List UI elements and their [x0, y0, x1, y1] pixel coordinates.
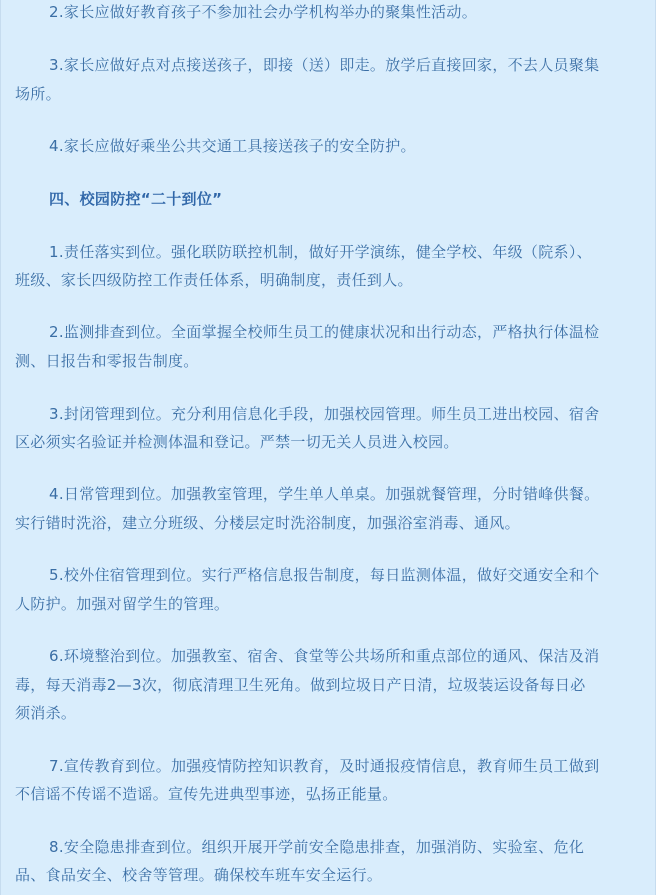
- paragraph-line: 4.家长应做好乘坐公共交通工具接送孩子的安全防护。: [49, 137, 416, 155]
- paragraph-line: 3.封闭管理到位。充分利用信息化手段，加强校园管理。师生员工进出校园、宿舍: [49, 405, 600, 423]
- paragraph-line: 须消杀。: [15, 704, 77, 722]
- paragraph-line: 人防护。加强对留学生的管理。: [15, 595, 230, 613]
- paragraph-line: 3.家长应做好点对点接送孩子，即接（送）即走。放学后直接回家，不去人员聚集: [49, 56, 600, 74]
- paragraph-line: 5.校外住宿管理到位。实行严格信息报告制度，每日监测体温，做好交通安全和个: [49, 566, 600, 584]
- paragraph-line: 毒，每天消毒2—3次，彻底清理卫生死角。做到垃圾日产日清，垃圾装运设备每日必: [15, 676, 586, 694]
- paragraph-line: 7.宣传教育到位。加强疫情防控知识教育，及时通报疫情信息，教育师生员工做到: [49, 757, 600, 775]
- paragraph-line: 1.责任落实到位。强化联防联控机制，做好开学演练，健全学校、年级（院系）、: [49, 243, 592, 261]
- paragraph-line: 2.家长应做好教育孩子不参加社会办学机构举办的聚集性活动。: [49, 3, 478, 21]
- paragraph-line: 测、日报告和零报告制度。: [15, 352, 199, 370]
- paragraph-line: 不信谣不传谣不造谣。宣传先进典型事迹，弘扬正能量。: [15, 785, 398, 803]
- section-heading: 四、校园防控“二十到位”: [49, 190, 223, 208]
- paragraph-line: 班级、家长四级防控工作责任体系，明确制度，责任到人。: [15, 271, 413, 289]
- paragraph-line: 4.日常管理到位。加强教室管理，学生单人单桌。加强就餐管理，分时错峰供餐。: [49, 485, 600, 503]
- paragraph-line: 品、食品安全、校舍等管理。确保校车班车安全运行。: [15, 866, 383, 884]
- paragraph-line: 区必须实名验证并检测体温和登记。严禁一切无关人员进入校园。: [15, 433, 459, 451]
- paragraph-line: 2.监测排查到位。全面掌握全校师生员工的健康状况和出行动态，严格执行体温检: [49, 323, 600, 341]
- paragraph-line: 实行错时洗浴，建立分班级、分楼层定时洗浴制度，加强浴室消毒、通风。: [15, 514, 520, 532]
- paragraph-line: 8.安全隐患排查到位。组织开展开学前安全隐患排查，加强消防、实验室、危化: [49, 838, 585, 856]
- paragraph-line: 6.环境整治到位。加强教室、宿舍、食堂等公共场所和重点部位的通风、保洁及消: [49, 647, 600, 665]
- paragraph-line: 场所。: [15, 85, 61, 103]
